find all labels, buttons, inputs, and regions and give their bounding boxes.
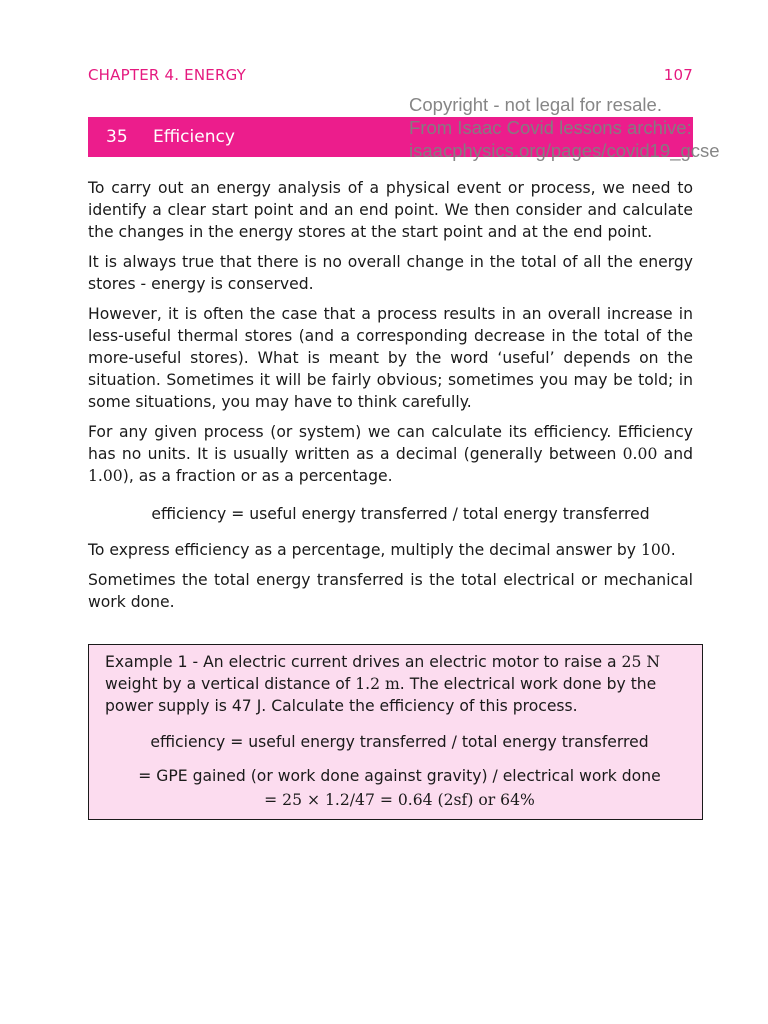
- watermark-line-1: Copyright - not legal for resale.: [409, 94, 662, 115]
- chapter-title: CHAPTER 4. ENERGY: [88, 66, 247, 84]
- example-equation-1: efficiency = useful energy transferred / total energy transferred: [150, 733, 649, 751]
- paragraph-intro: To carry out an energy analysis of a physical event or process, we need to identify a clear start point and an end point. We then consider and calculate the changes in the energy stores at the start point and at the end point.: [88, 179, 693, 241]
- math-value: 25 N: [621, 653, 660, 671]
- math-value: 1.00: [88, 467, 123, 485]
- example-equation-3: = 25 × 1.2/47 = 0.64 (2sf) or 64%: [264, 791, 535, 809]
- text-run: For any given process (or system) we can calculate its efficiency. Efficiency has no units. It is usually written as a decimal (generally between: [88, 423, 693, 463]
- section-title: Efficiency: [153, 127, 235, 147]
- running-header: [88, 66, 693, 84]
- text-run: . The electrical work done by the power supply is 47 J. Calculate the efficiency of this process.: [105, 675, 657, 715]
- text-run: weight by a vertical distance of: [105, 675, 356, 693]
- watermark-line-3: isaacphysics.org/pages/covid19_gcse: [409, 140, 720, 161]
- efficiency-equation: efficiency = useful energy transferred / total energy transferred: [151, 505, 650, 523]
- page-number: 107: [663, 66, 693, 84]
- example-box: [88, 644, 703, 820]
- paragraph-useful: However, it is often the case that a process results in an overall increase in less-useful thermal stores (and a corresponding decrease in the total of the more-useful stores). What is meant by the word ‘useful’ depends on the situation. Sometimes it will be fairly obvious; sometimes you may be told; in some situations, you may have to think carefully.: [88, 305, 693, 411]
- math-value: 1.2 m: [355, 675, 400, 693]
- paragraph-work-done: Sometimes the total energy transferred is the total electrical or mechanical work done.: [88, 571, 693, 611]
- paragraph-conservation: It is always true that there is no overall change in the total of all the energy stores - energy is conserved.: [88, 253, 693, 293]
- copyright-watermark: [409, 93, 720, 162]
- body-text: [88, 177, 693, 621]
- text-run: and: [657, 445, 694, 463]
- paragraph-percentage: [88, 539, 693, 561]
- example-equation-2: = GPE gained (or work done against gravity) / electrical work done: [138, 767, 661, 785]
- paragraph-efficiency: [88, 421, 693, 487]
- section-number: 35: [106, 127, 128, 147]
- math-value: 100: [640, 541, 671, 559]
- watermark-line-2: From Isaac Covid lessons archive:: [409, 117, 692, 138]
- text-run: To express efficiency as a percentage, multiply the decimal answer by: [88, 541, 641, 559]
- text-run: ), as a fraction or as a percentage.: [122, 467, 393, 485]
- text-run: Example 1 - An electric current drives an electric motor to raise a: [105, 653, 622, 671]
- example-question: [105, 651, 694, 717]
- math-value: 0.00: [622, 445, 658, 463]
- text-run: .: [670, 541, 676, 559]
